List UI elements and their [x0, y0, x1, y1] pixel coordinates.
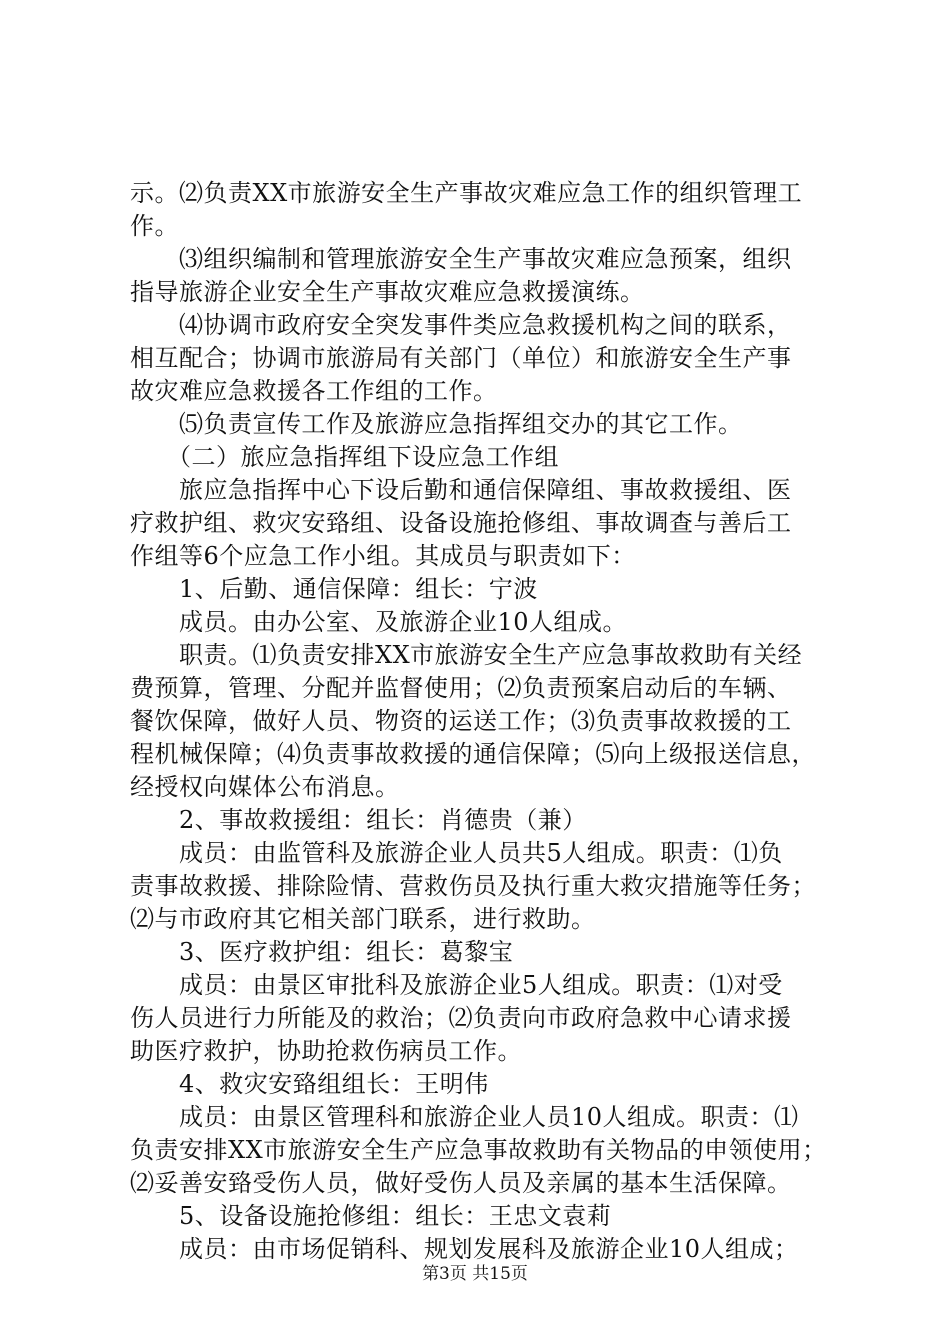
text-line: ⑷协调市政府安全突发事件类应急救援机构之间的联系，	[130, 311, 792, 339]
text-line: 伤人员进行力所能及的救治；⑵负责向市政府急救中心请求援	[130, 1004, 792, 1032]
text-line: ⑸负责宣传工作及旅游应急指挥组交办的其它工作。	[130, 410, 743, 438]
text-line: 程机械保障；⑷负责事故救援的通信保障；⑸向上级报送信息，	[130, 740, 816, 768]
text-line: 经授权向媒体公布消息。	[130, 773, 400, 801]
text-line: 成员：由监管科及旅游企业人员共5人组成。职责：⑴负	[130, 839, 783, 867]
group-heading: 2、事故救援组：组长：肖德贵（兼）	[130, 806, 587, 834]
page-number-footer: 第3页 共15页	[422, 1264, 528, 1284]
group-heading: 5、设备设施抢修组：组长：王忠文袁莉	[130, 1202, 612, 1230]
text-line: 成员：由景区管理科和旅游企业人员10人组成。职责：⑴	[130, 1103, 799, 1131]
text-line: 助医疗救护，协助抢救伤病员工作。	[130, 1037, 522, 1065]
group-heading: 3、医疗救护组：组长：葛黎宝	[130, 938, 514, 966]
text-line: 故灾难应急救援各工作组的工作。	[130, 377, 498, 405]
text-line: 作组等6个应急工作小组。其成员与职责如下：	[130, 542, 636, 570]
text-line: 餐饮保障，做好人员、物资的运送工作；⑶负责事故救援的工	[130, 707, 792, 735]
text-line: 旅应急指挥中心下设后勤和通信保障组、事故救援组、医	[130, 476, 792, 504]
text-line: 指导旅游企业安全生产事故灾难应急救援演练。	[130, 278, 645, 306]
text-line: 负责安排XX市旅游安全生产应急事故救助有关物品的申领使用；	[130, 1136, 827, 1164]
text-line: ⑵妥善安臵受伤人员，做好受伤人员及亲属的基本生活保障。	[130, 1169, 792, 1197]
text-line: 示。⑵负责XX市旅游安全生产事故灾难应急工作的组织管理工	[130, 179, 803, 207]
text-line: 成员。由办公室、及旅游企业10人组成。	[130, 608, 628, 636]
document-body	[130, 177, 830, 1266]
text-line: 相互配合；协调市旅游局有关部门（单位）和旅游安全生产事	[130, 344, 792, 372]
group-heading: 4、救灾安臵组组长：王明伟	[130, 1070, 489, 1098]
text-line: 成员：由景区审批科及旅游企业5人组成。职责：⑴对受	[130, 971, 783, 999]
text-line: ⑵与市政府其它相关部门联系，进行救助。	[130, 905, 596, 933]
text-line: 疗救护组、救灾安臵组、设备设施抢修组、事故调查与善后工	[130, 509, 792, 537]
text-line: ⑶组织编制和管理旅游安全生产事故灾难应急预案，组织	[130, 245, 792, 273]
section-heading: （二）旅应急指挥组下设应急工作组	[130, 443, 559, 471]
text-line: 职责。⑴负责安排XX市旅游安全生产应急事故救助有关经	[130, 641, 803, 669]
text-line: 成员：由市场促销科、规划发展科及旅游企业10人组成；	[130, 1235, 799, 1263]
text-line: 责事故救援、排除险情、营救伤员及执行重大救灾措施等任务；	[130, 872, 816, 900]
text-line: 费预算，管理、分配并监督使用；⑵负责预案启动后的车辆、	[130, 674, 792, 702]
text-line: 作。	[130, 212, 179, 240]
group-heading: 1、后勤、通信保障：组长：宁波	[130, 575, 538, 603]
